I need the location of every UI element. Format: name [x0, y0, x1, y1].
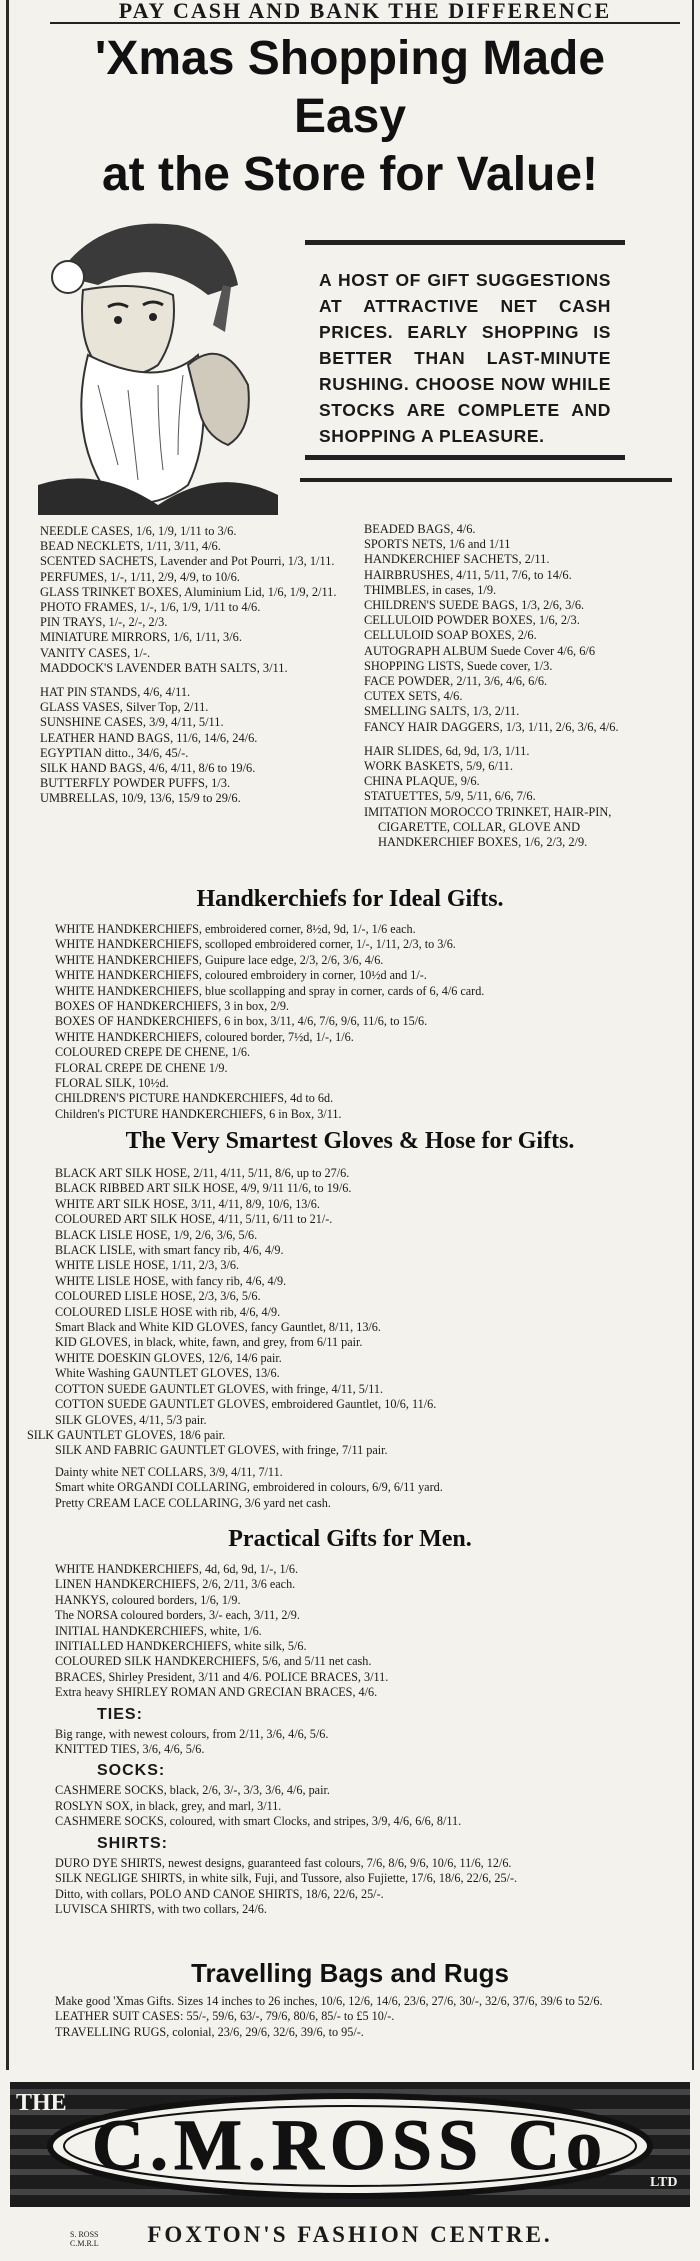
santa-illustration: [38, 215, 278, 515]
list-item: COLOURED LISLE HOSE with rib, 4/6, 4/9.: [55, 1304, 281, 1319]
list-item: White Washing GAUNTLET GLOVES, 13/6.: [55, 1366, 280, 1381]
list-item: LEATHER SUIT CASES: 55/-, 59/6, 63/-, 79/6, 80/6, 85/- to £5 10/-.: [55, 2009, 395, 2024]
list-item: WHITE LISLE HOSE, with fancy rib, 4/6, 4/9.: [55, 1273, 287, 1288]
men-heading: Practical Gifts for Men.: [228, 1526, 472, 1552]
list-item: BEAD NECKLETS, 1/11, 3/11, 4/6.: [40, 539, 221, 554]
list-item: CASHMERE SOCKS, black, 2/6, 3/-, 3/3, 3/6, 4/6, pair.: [55, 1783, 330, 1798]
list-item: LUVISCA SHIRTS, with two collars, 24/6.: [55, 1901, 267, 1916]
list-item: WHITE HANDKERCHIEFS, blue scollapping and spray in corner, cards of 6, 4/6 card.: [55, 983, 485, 998]
list-item: INITIALLED HANDKERCHIEFS, white silk, 5/6.: [55, 1639, 307, 1654]
promo-divider: [300, 478, 672, 482]
list-item: WHITE ART SILK HOSE, 3/11, 4/11, 8/9, 10/6, 13/6.: [55, 1196, 320, 1211]
list-item: Dainty white NET COLLARS, 3/9, 4/11, 7/11.: [55, 1464, 283, 1479]
list-item: CUTEX SETS, 4/6.: [364, 689, 463, 704]
list-item: Ditto, with collars, POLO AND CANOE SHIRTS, 18/6, 22/6, 25/-.: [55, 1886, 384, 1901]
list-item: HANKYS, coloured borders, 1/6, 1/9.: [55, 1592, 241, 1607]
gloves-list: [27, 1166, 670, 1511]
list-item: WHITE HANDKERCHIEFS, embroidered corner, 8½d, 9d, 1/-, 1/6 each.: [55, 922, 416, 936]
ties-label: TIES:: [97, 1705, 143, 1723]
left-rule: [6, 0, 9, 2070]
gifts-right-column: [364, 522, 676, 850]
list-item: Extra heavy SHIRLEY ROMAN AND GRECIAN BRACES, 4/6.: [55, 1685, 378, 1700]
list-item: COLOURED LISLE HOSE, 2/3, 3/6, 5/6.: [55, 1289, 261, 1304]
spacer: [40, 676, 350, 685]
list-item: GLASS VASES, Silver Top, 2/11.: [40, 700, 209, 715]
headline-line-3: at the Store for Value!: [101, 148, 599, 201]
list-item: The NORSA coloured borders, 3/- each, 3/11, 2/9.: [55, 1608, 300, 1623]
socks-label: SOCKS:: [97, 1762, 166, 1780]
list-item: FACE POWDER, 2/11, 3/6, 4/6, 6/6.: [364, 674, 548, 689]
list-item: SMELLING SALTS, 1/3, 2/11.: [364, 704, 520, 719]
list-item: SILK GAUNTLET GLOVES, 18/6 pair.: [27, 1427, 226, 1442]
right-rule: [692, 0, 694, 2070]
imprint-line-1: S. ROSS: [70, 2230, 99, 2239]
store-logo: [10, 2082, 690, 2207]
list-item: SUNSHINE CASES, 3/9, 4/11, 5/11.: [40, 715, 224, 730]
list-item: CHILDREN'S PICTURE HANDKERCHIEFS, 4d to 6d.: [55, 1091, 334, 1106]
list-item: CASHMERE SOCKS, coloured, with smart Clocks, and stripes, 3/9, 4/6, 6/6, 8/11.: [55, 1814, 462, 1829]
list-item: GLASS TRINKET BOXES, Aluminium Lid, 1/6, 1/9, 2/11.: [40, 584, 337, 599]
logo-name: C.M.ROSS Co: [91, 2105, 609, 2185]
list-item: SHOPPING LISTS, Suede cover, 1/3.: [364, 658, 553, 673]
list-item: LEATHER HAND BAGS, 11/6, 14/6, 24/6.: [40, 730, 258, 745]
list-item: COLOURED CREPE DE CHENE, 1/6.: [55, 1045, 250, 1060]
list-item: HAIR SLIDES, 6d, 9d, 1/3, 1/11.: [364, 743, 530, 758]
list-item: THIMBLES, in cases, 1/9.: [364, 582, 497, 597]
list-item: ROSLYN SOX, in black, grey, and marl, 3/11.: [55, 1798, 282, 1813]
list-item: COLOURED ART SILK HOSE, 4/11, 5/11, 6/11 to 21/-.: [55, 1212, 333, 1227]
list-item: SPORTS NETS, 1/6 and 1/11: [364, 537, 511, 552]
footer-title: FOXTON'S FASHION CENTRE.: [147, 2222, 553, 2247]
list-item: WHITE HANDKERCHIEFS, Guipure lace edge, 2/3, 2/6, 3/6, 4/6.: [55, 952, 384, 967]
shirts-label: SHIRTS:: [97, 1834, 168, 1852]
list-item: Make good 'Xmas Gifts. Sizes 14 inches to 26 inches, 10/6, 12/6, 14/6, 23/6, 27/6, 30/-, 32/6, 37/6, 39/6 to 52/6.: [55, 1994, 603, 2008]
list-item: FLORAL SILK, 10½d.: [55, 1076, 169, 1091]
list-item: BOXES OF HANDKERCHIEFS, 3 in box, 2/9.: [55, 999, 289, 1014]
list-item: EGYPTIAN ditto., 34/6, 45/-.: [40, 745, 189, 760]
bags-heading: Travelling Bags and Rugs: [191, 1958, 509, 1988]
handkerchiefs-list: [55, 922, 670, 1122]
list-item: LINEN HANDKERCHIEFS, 2/6, 2/11, 3/6 each.: [55, 1577, 296, 1592]
list-item: BEADED BAGS, 4/6.: [364, 522, 476, 536]
list-item: Pretty CREAM LACE COLLARING, 3/6 yard net cash.: [55, 1495, 331, 1510]
list-item: BRACES, Shirley President, 3/11 and 4/6. POLICE BRACES, 3/11.: [55, 1669, 389, 1684]
list-item: SILK HAND BAGS, 4/6, 4/11, 8/6 to 19/6.: [40, 761, 256, 776]
list-item: WHITE HANDKERCHIEFS, coloured border, 7½d, 1/-, 1/6.: [55, 1029, 354, 1044]
imprint-line-2: C.M.R.L: [70, 2239, 99, 2248]
list-item: SILK GLOVES, 4/11, 5/3 pair.: [55, 1412, 207, 1427]
list-item: PHOTO FRAMES, 1/-, 1/6, 1/9, 1/11 to 4/6.: [40, 600, 261, 615]
headline-line-1: 'Xmas Shopping Made: [94, 32, 606, 85]
list-item: CHINA PLAQUE, 9/6.: [364, 774, 480, 789]
list-item: Smart white ORGANDI COLLARING, embroidered in colours, 6/9, 6/11 yard.: [55, 1480, 443, 1495]
list-item: BOXES OF HANDKERCHIEFS, 6 in box, 3/11, 4/6, 7/6, 9/6, 11/6, to 15/6.: [55, 1014, 428, 1029]
list-item: MINIATURE MIRRORS, 1/6, 1/11, 3/6.: [40, 630, 242, 645]
headline-line-2: Easy: [293, 90, 407, 143]
list-item: BLACK LISLE HOSE, 1/9, 2/6, 3/6, 5/6.: [55, 1227, 258, 1242]
list-item: SILK NEGLIGE SHIRTS, in white silk, Fuji, and Tussore, also Fujiette, 17/6, 18/6, 22/6, 25/-.: [55, 1871, 518, 1886]
list-item: WORK BASKETS, 5/9, 6/11.: [364, 759, 513, 774]
list-item: HAT PIN STANDS, 4/6, 4/11.: [40, 685, 191, 700]
list-item: WHITE LISLE HOSE, 1/11, 2/3, 3/6.: [55, 1258, 240, 1273]
list-item: COTTON SUEDE GAUNTLET GLOVES, with fringe, 4/11, 5/11.: [55, 1381, 384, 1396]
list-item: Smart Black and White KID GLOVES, fancy Gauntlet, 8/11, 13/6.: [55, 1320, 381, 1335]
logo-ltd: LTD: [650, 2175, 678, 2190]
spacer: [364, 735, 676, 744]
list-item: SCENTED SACHETS, Lavender and Pot Pourri, 1/3, 1/11.: [40, 554, 335, 569]
headline: [0, 30, 700, 204]
list-item: BUTTERFLY POWDER PUFFS, 1/3.: [40, 776, 231, 791]
list-item: Children's PICTURE HANDKERCHIEFS, 6 in Box, 3/11.: [55, 1106, 342, 1121]
list-item: FLORAL CREPE DE CHENE 1/9.: [55, 1060, 228, 1075]
list-item: UMBRELLAS, 10/9, 13/6, 15/9 to 29/6.: [40, 791, 241, 806]
list-item: SILK AND FABRIC GAUNTLET GLOVES, with fringe, 7/11 pair.: [55, 1443, 388, 1458]
list-item: WHITE HANDKERCHIEFS, 4d, 6d, 9d, 1/-, 1/6.: [55, 1562, 299, 1576]
list-item: WHITE HANDKERCHIEFS, coloured embroidery in corner, 10½d and 1/-.: [55, 968, 427, 983]
list-item: BLACK ART SILK HOSE, 2/11, 4/11, 5/11, 8/6, up to 27/6.: [55, 1166, 350, 1180]
gifts-left-column: [40, 524, 350, 807]
list-item: BLACK LISLE, with smart fancy rib, 4/6, 4/9.: [55, 1243, 284, 1258]
list-item: DURO DYE SHIRTS, newest designs, guaranteed fast colours, 7/6, 8/6, 9/6, 10/6, 11/6, 12/6.: [55, 1855, 512, 1870]
bags-list: [55, 1994, 670, 2040]
list-item: NEEDLE CASES, 1/6, 1/9, 1/11 to 3/6.: [40, 524, 237, 538]
list-item: WHITE DOESKIN GLOVES, 12/6, 14/6 pair.: [55, 1350, 282, 1365]
list-item: HANDKERCHIEF SACHETS, 2/11.: [364, 552, 550, 567]
list-item: KID GLOVES, in black, white, fawn, and grey, from 6/11 pair.: [55, 1335, 363, 1350]
men-list: [55, 1562, 670, 1917]
handkerchiefs-heading: Handkerchiefs for Ideal Gifts.: [196, 886, 504, 912]
list-item: TRAVELLING RUGS, colonial, 23/6, 29/6, 32/6, 39/6, to 95/-.: [55, 2024, 364, 2039]
list-item: BLACK RIBBED ART SILK HOSE, 4/9, 9/11 11/6, to 19/6.: [55, 1181, 352, 1196]
list-item: INITIAL HANDKERCHIEFS, white, 1/6.: [55, 1623, 262, 1638]
list-item: Big range, with newest colours, from 2/11, 3/6, 4/6, 5/6.: [55, 1726, 329, 1741]
list-item: PIN TRAYS, 1/-, 2/-, 2/3.: [40, 615, 168, 630]
list-item: AUTOGRAPH ALBUM Suede Cover 4/6, 6/6: [364, 643, 596, 658]
list-item: HAIRBRUSHES, 4/11, 5/11, 7/6, to 14/6.: [364, 567, 572, 582]
gloves-heading: The Very Smartest Gloves & Hose for Gifts.: [125, 1128, 575, 1154]
list-item: COLOURED SILK HANDKERCHIEFS, 5/6, and 5/11 net cash.: [55, 1654, 372, 1669]
list-item: COTTON SUEDE GAUNTLET GLOVES, embroidered Gauntlet, 10/6, 11/6.: [55, 1397, 437, 1412]
promo-box: A HOST OF GIFT SUGGESTIONS AT ATTRACTIVE NET CASH PRICES. EARLY SHOPPING IS BETTER THAN LAST-MINUTE RUSHING. CHOOSE NOW WHILE STOCKS ARE COMPLETE AND SHOPPING A PLEASURE.: [305, 240, 625, 460]
list-item: WHITE HANDKERCHIEFS, scolloped embroidered corner, 1/-, 1/11, 2/3, to 3/6.: [55, 937, 456, 952]
list-item: STATUETTES, 5/9, 5/11, 6/6, 7/6.: [364, 789, 536, 804]
list-item: FANCY HAIR DAGGERS, 1/3, 1/11, 2/6, 3/6, 4/6.: [364, 719, 619, 734]
list-item: CELLULOID SOAP BOXES, 2/6.: [364, 628, 537, 643]
list-item: CELLULOID POWDER BOXES, 1/6, 2/3.: [364, 613, 580, 628]
list-item: IMITATION MOROCCO TRINKET, HAIR-PIN, CIGARETTE, COLLAR, GLOVE AND HANDKERCHIEF BOXES, 1/6, 2/3, 2/9.: [364, 804, 612, 850]
list-item: PERFUMES, 1/-, 1/11, 2/9, 4/9, to 10/6.: [40, 569, 240, 584]
list-item: MADDOCK'S LAVENDER BATH SALTS, 3/11.: [40, 660, 288, 675]
list-item: CHILDREN'S SUEDE BAGS, 1/3, 2/6, 3/6.: [364, 598, 585, 613]
top-banner: PAY CASH AND BANK THE DIFFERENCE: [50, 0, 680, 24]
logo-the: THE: [16, 2090, 67, 2116]
list-item: VANITY CASES, 1/-.: [40, 645, 151, 660]
list-item: KNITTED TIES, 3/6, 4/6, 5/6.: [55, 1742, 205, 1757]
